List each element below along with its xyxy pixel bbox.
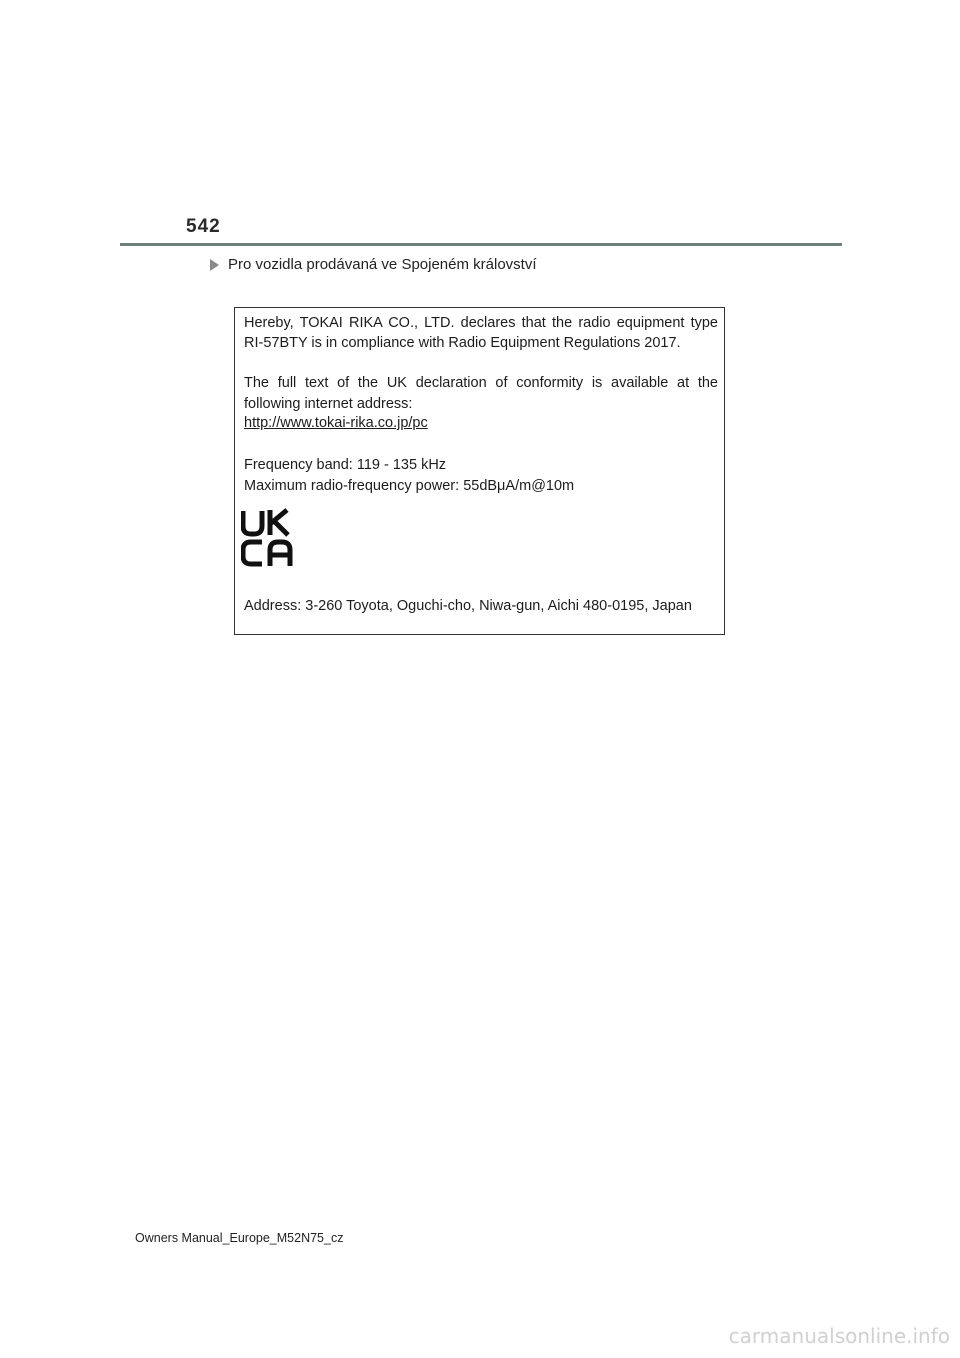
footer-document-code: Owners Manual_Europe_M52N75_cz: [135, 1231, 344, 1245]
declaration-line-1: Hereby, TOKAI RIKA CO., LTD. declares that the radio equipment type: [244, 315, 718, 331]
ukca-mark-icon: [241, 508, 299, 568]
declaration-url-link[interactable]: http://www.tokai-rika.co.jp/pc: [244, 415, 428, 431]
declaration-line-4: following internet address:: [244, 396, 413, 412]
section-heading-text: Pro vozidla prodávaná ve Spojeném království: [228, 256, 537, 273]
page-number: 542: [186, 216, 221, 237]
declaration-line-2: RI-57BTY is in compliance with Radio Equipment Regulations 2017.: [244, 335, 681, 351]
triangle-bullet-icon: [210, 259, 219, 271]
declaration-label: [234, 307, 725, 635]
section-heading: [210, 256, 537, 273]
max-rf-power: Maximum radio-frequency power: 55dBμA/m@10m: [244, 478, 575, 494]
frequency-band: Frequency band: 119 - 135 kHz: [244, 457, 447, 473]
manufacturer-address: Address: 3-260 Toyota, Oguchi-cho, Niwa-gun, Aichi 480-0195, Japan: [244, 598, 692, 614]
header-rule: [120, 243, 842, 246]
declaration-line-3: The full text of the UK declaration of conformity is available at the: [244, 375, 718, 391]
watermark: carmanualsonline.info: [728, 1324, 950, 1348]
